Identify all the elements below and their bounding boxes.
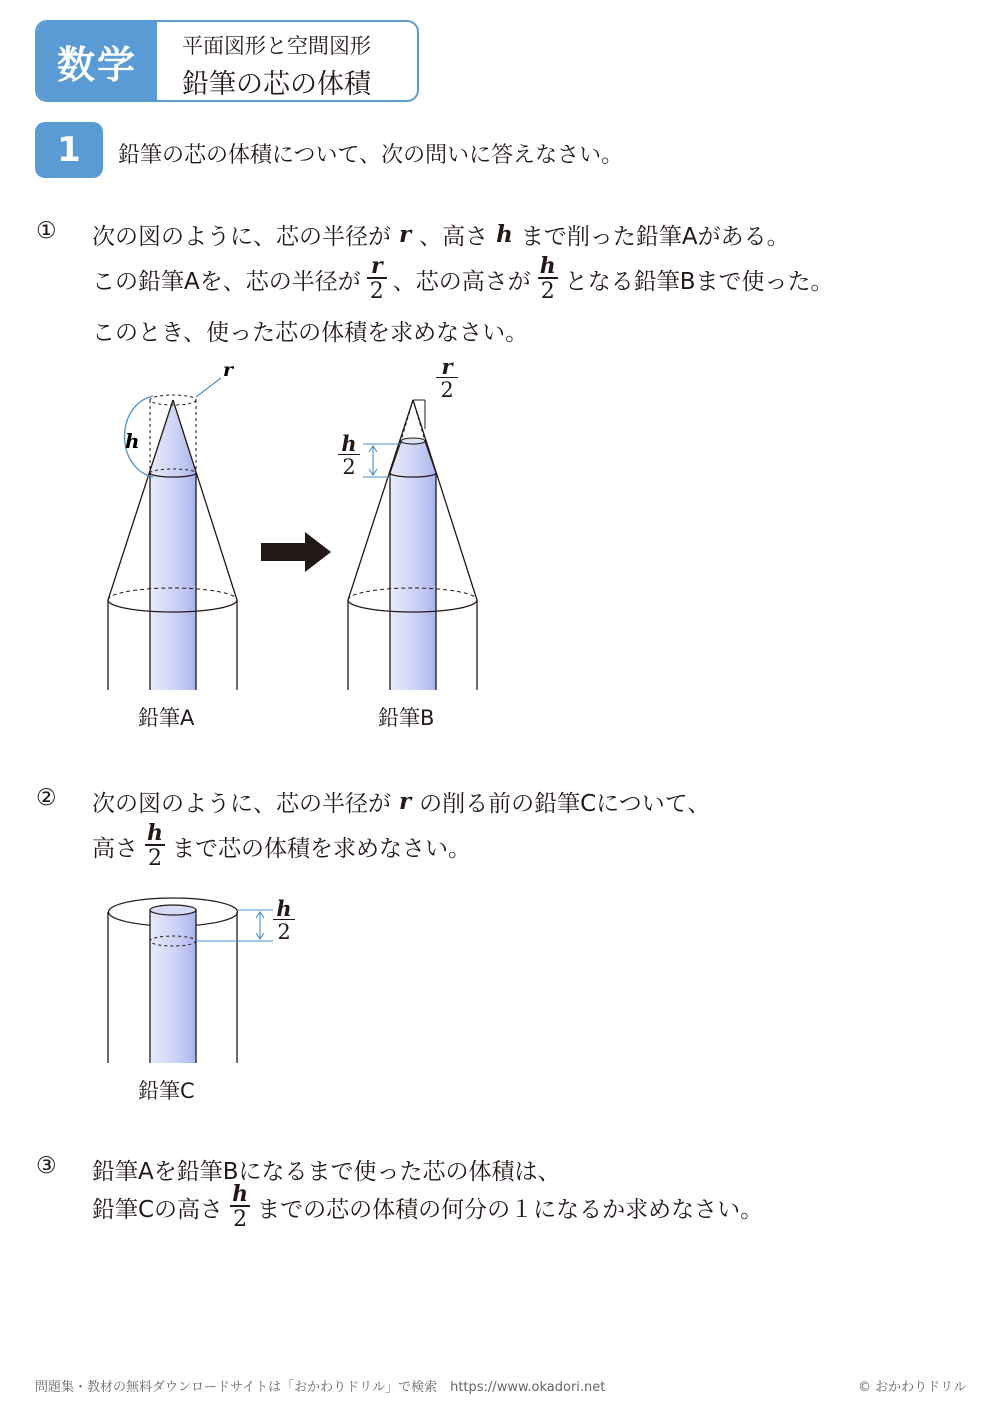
fraction-denominator: 2 [338,454,360,478]
worksheet-header [35,20,419,102]
q3-line-1: 鉛筆Aを鉛筆Bになるまで使った芯の体積は、 [92,1159,561,1185]
var-r: r [399,788,412,815]
q1-number: ① [36,218,57,244]
q1-text: この鉛筆Aを、芯の半径が [92,268,361,295]
q2-line-2 [92,822,471,870]
footer-copyright: © おかわりドリル [858,1380,967,1395]
fraction-denominator: 2 [145,844,165,870]
problem-number-badge: 1 [35,122,103,178]
pencil-c-label: 鉛筆C [138,1079,195,1103]
label-r-a: r [223,360,234,381]
q1-line-3: このとき、使った芯の体積を求めなさい。 [92,320,529,346]
label-h-a: h [125,429,140,453]
subject-label: 数学 [37,22,157,100]
q1-text: となる鉛筆Bまで使った。 [564,268,834,295]
fraction-numerator: r [441,354,453,379]
fraction-numerator: h [341,431,357,456]
q3-line-2 [92,1183,763,1231]
label-h-over-2-b [338,433,360,478]
fraction-numerator: r [370,253,383,279]
fraction-h-over-2 [537,255,559,303]
topic-title: 鉛筆の芯の体積 [182,69,371,100]
fraction-denominator: 2 [273,919,295,943]
pencil-b-drawing [348,400,477,690]
pencil-a-label: 鉛筆A [138,706,195,730]
pencil-a-b-figure [95,360,515,700]
q1-text: 、芯の高さが [392,268,531,295]
fraction-numerator: h [147,820,163,846]
q2-text: まで芯の体積を求めなさい。 [172,835,471,862]
pencil-b-label: 鉛筆B [378,706,435,730]
q2-text: 次の図のように、芯の半径が [92,791,391,817]
q2-text: 高さ [92,835,138,862]
fraction-numerator: h [276,896,292,921]
problem-instruction: 鉛筆の芯の体積について、次の問いに答えなさい。 [118,143,624,168]
q3-number: ③ [36,1153,57,1179]
q2-text: の削る前の鉛筆Cについて、 [419,791,711,817]
label-h-over-2-c [273,898,295,943]
arrow-icon [261,532,331,572]
fraction-denominator: 2 [367,277,387,303]
q3-text: 鉛筆Cの高さ [92,1196,224,1223]
q1-text: まで削った鉛筆Aがある。 [520,224,790,250]
var-r: r [399,221,412,248]
label-r-over-2-b [436,356,458,401]
unit-title: 平面図形と空間図形 [182,34,371,58]
q1-line-2 [92,255,834,303]
fraction-numerator: h [232,1181,249,1207]
footer-site-info: 問題集・教材の無料ダウンロードサイトは「おかわりドリル」で検索 https://www.okadori.net [35,1380,606,1395]
fraction-denominator: 2 [436,377,458,401]
fraction-denominator: 2 [230,1205,250,1231]
q1-text: 、高さ [419,224,489,250]
fraction-denominator: 2 [538,277,558,303]
q2-number: ② [36,785,57,811]
fraction-r-over-2 [367,255,387,303]
q1-line-1 [92,218,790,251]
q3-text: までの芯の体積の何分の１になるか求めなさい。 [257,1196,764,1223]
fraction-h-over-2 [229,1183,251,1231]
pencil-a-drawing [108,378,237,690]
q2-line-1 [92,785,710,818]
var-h: h [496,221,513,248]
fraction-numerator: h [539,253,556,279]
q1-text: 次の図のように、芯の半径が [92,224,391,250]
fraction-h-over-2 [144,822,166,870]
